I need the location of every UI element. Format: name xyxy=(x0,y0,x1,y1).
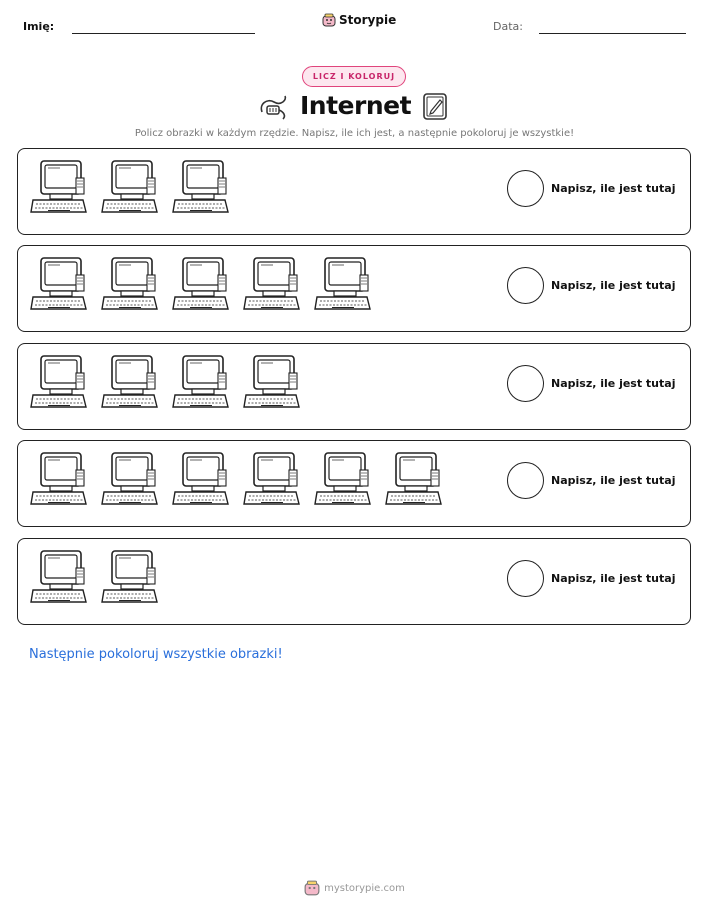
date-label: Data: xyxy=(493,20,523,33)
activity-tag: LICZ I KOLORUJ xyxy=(302,66,406,87)
title-row xyxy=(0,89,709,125)
brand xyxy=(322,13,396,27)
answer-circle[interactable] xyxy=(507,560,544,597)
answer-circle[interactable] xyxy=(507,170,544,207)
answer-circle[interactable] xyxy=(507,267,544,304)
computer-group xyxy=(30,255,372,313)
computer-icon xyxy=(172,353,230,411)
page-footer xyxy=(0,880,709,896)
storypie-logo-icon xyxy=(304,880,320,896)
answer-label: Napisz, ile jest tutaj xyxy=(551,572,676,585)
answer-circle[interactable] xyxy=(507,365,544,402)
name-field[interactable] xyxy=(72,33,255,34)
footer-note: Następnie pokoloruj wszystkie obrazki! xyxy=(29,647,283,662)
computer-icon xyxy=(243,353,301,411)
computer-icon xyxy=(101,353,159,411)
computer-icon xyxy=(101,450,159,508)
counting-row xyxy=(17,148,691,235)
answer-circle[interactable] xyxy=(507,462,544,499)
computer-icon xyxy=(101,158,159,216)
counting-row xyxy=(17,245,691,332)
computer-icon xyxy=(172,255,230,313)
brand-name: Storypie xyxy=(339,13,397,27)
instructions: Policz obrazki w każdym rzędzie. Napisz, ile ich jest, a następnie pokoloruj je wszystkie! xyxy=(134,128,575,139)
computer-group xyxy=(30,158,230,216)
cable-icon xyxy=(259,94,289,120)
date-field[interactable] xyxy=(539,33,686,34)
computer-icon xyxy=(385,450,443,508)
worksheet-header xyxy=(0,0,709,50)
site-url: mystorypie.com xyxy=(324,882,405,894)
computer-group xyxy=(30,548,159,606)
storypie-logo-icon xyxy=(322,13,336,27)
computer-icon xyxy=(314,255,372,313)
counting-row xyxy=(17,343,691,430)
computer-icon xyxy=(243,255,301,313)
computer-icon xyxy=(30,548,88,606)
page-title: Internet xyxy=(300,91,412,120)
computer-icon xyxy=(172,158,230,216)
computer-icon xyxy=(172,450,230,508)
counting-row xyxy=(17,440,691,527)
computer-icon xyxy=(30,353,88,411)
computer-icon xyxy=(243,450,301,508)
name-label: Imię: xyxy=(23,20,55,33)
counting-row xyxy=(17,538,691,625)
computer-icon xyxy=(30,158,88,216)
computer-group xyxy=(30,450,443,508)
answer-label: Napisz, ile jest tutaj xyxy=(551,279,676,292)
computer-group xyxy=(30,353,301,411)
computer-icon xyxy=(314,450,372,508)
computer-icon xyxy=(30,450,88,508)
computer-icon xyxy=(30,255,88,313)
computer-icon xyxy=(101,255,159,313)
computer-icon xyxy=(101,548,159,606)
tablet-icon xyxy=(421,91,449,121)
answer-label: Napisz, ile jest tutaj xyxy=(551,377,676,390)
answer-label: Napisz, ile jest tutaj xyxy=(551,182,676,195)
answer-label: Napisz, ile jest tutaj xyxy=(551,474,676,487)
